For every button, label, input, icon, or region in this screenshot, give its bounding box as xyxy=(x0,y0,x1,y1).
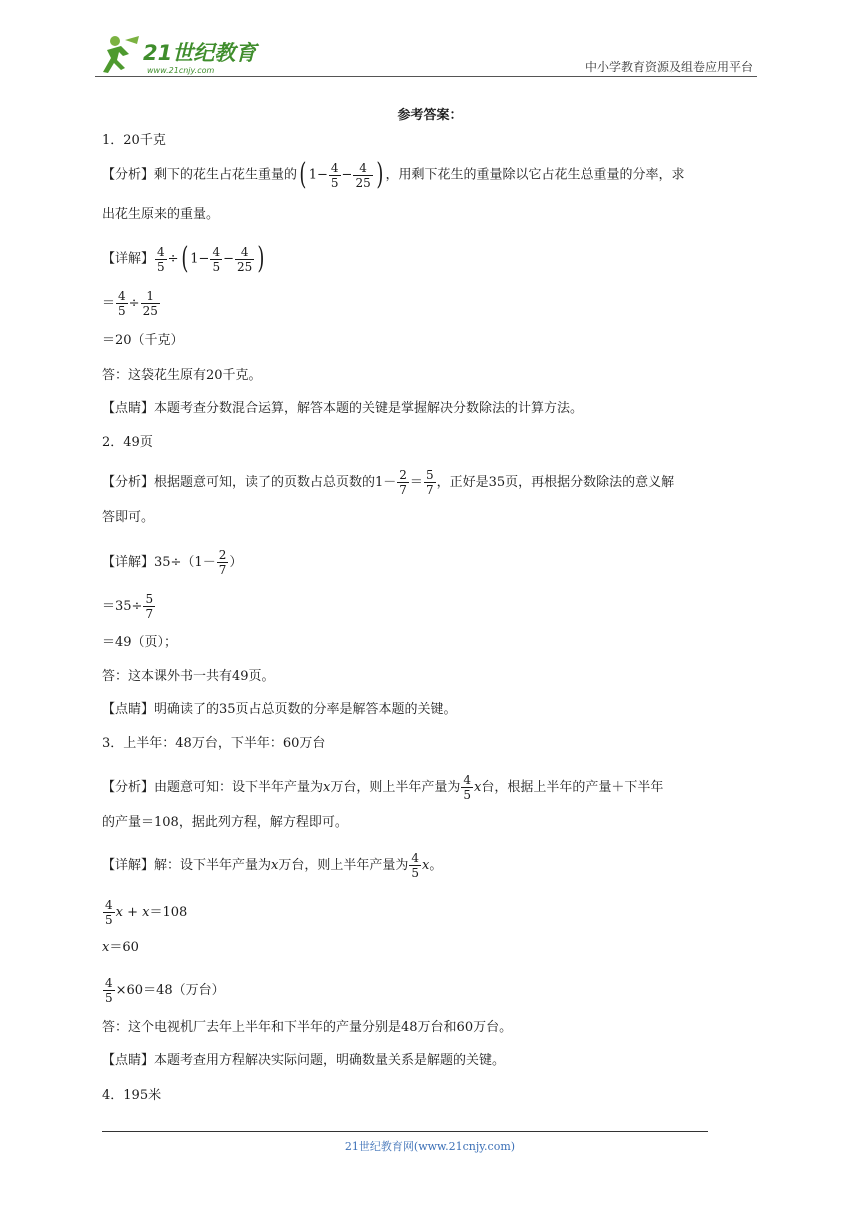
q3-comment: 【点睛】本题考查用方程解决实际问题，明确数量关系是解题的关键。 xyxy=(102,1053,506,1068)
q3-analysis-line2: 的产量＝108，据此列方程，解方程即可。 xyxy=(102,815,348,830)
q2-step3: ＝49（页）； xyxy=(102,635,178,650)
q4-answer: 4．195米 xyxy=(102,1088,162,1103)
q3-reply: 答：这个电视机厂去年上半年和下半年的产量分别是48万台和60万台。 xyxy=(102,1020,513,1035)
q2-analysis-line2: 答即可。 xyxy=(102,510,155,525)
q3-equation: $\frac{4}{5}$ x + x＝108 xyxy=(105,898,188,927)
page-header xyxy=(95,30,757,78)
logo xyxy=(95,32,265,76)
logo-text: 21世纪教育 xyxy=(143,41,257,65)
logo-sub: www.21cnjy.com xyxy=(147,66,215,75)
footer-divider xyxy=(102,1131,708,1132)
q3-upper-half: $\frac{4}{5}$ ×60＝48（万台） xyxy=(105,976,225,1005)
q2-answer: 2．49页 xyxy=(102,435,153,450)
q2-detail: 【详解】35÷（1－ $\frac{2}{7}$ ） xyxy=(102,548,243,577)
q1-detail: 【详解】 $\frac{4}{5}$ ÷( 1− $\frac{4}{5}$ − $\frac{4}{25}$ ) xyxy=(102,241,265,276)
footer-link[interactable]: 21世纪教育网(www.21cnjy.com) xyxy=(344,1140,516,1153)
q2-reply: 答：这本课外书一共有49页。 xyxy=(102,669,275,684)
q2-comment: 【点睛】明确读了的35页占总页数的分率是解答本题的关键。 xyxy=(102,702,457,717)
platform-name: 中小学教育资源及组卷应用平台 xyxy=(584,60,753,74)
runner-icon xyxy=(103,36,139,73)
q1-step3: ＝20（千克） xyxy=(102,333,184,348)
q1-reply: 答：这袋花生原有20千克。 xyxy=(102,368,262,383)
q3-detail: 【详解】解：设下半年产量为x万台，则上半年产量为 $\frac{4}{5}$ x。 xyxy=(102,851,443,880)
q1-answer: 1．20千克 xyxy=(102,133,166,148)
q1-analysis-line1: 【分析】剩下的花生占花生重量的( 1− $\frac{4}{5}$ − $\frac{4}{25}$ ) ，用剩下花生的重量除以它占花生总重量的分率，求 xyxy=(102,157,685,192)
q2-step2: ＝35÷ $\frac{5}{7}$ xyxy=(102,592,154,621)
q2-analysis-line1: 【分析】根据题意可知，读了的页数占总页数的1－ $\frac{2}{7}$ ＝ $\frac{5}{7}$ ，正好是35页，再根据分数除法的意义解 xyxy=(102,468,675,497)
q1-analysis-line2: 出花生原来的重量。 xyxy=(102,207,220,222)
q3-answer: 3．上半年：48万台，下半年：60万台 xyxy=(102,736,326,751)
q3-analysis-line1: 【分析】由题意可知：设下半年产量为x万台，则上半年产量为 $\frac{4}{5}$ x台，根据上半年的产量＋下半年 xyxy=(102,773,664,802)
q3-solution: x＝60 xyxy=(102,940,139,955)
header-divider xyxy=(95,76,757,77)
page-title: 参考答案： xyxy=(397,108,463,123)
q1-comment: 【点睛】本题考查分数混合运算，解答本题的关键是掌握解决分数除法的计算方法。 xyxy=(102,401,584,416)
q1-step2: ＝ $\frac{4}{5}$ ÷ $\frac{1}{25}$ xyxy=(102,289,158,318)
